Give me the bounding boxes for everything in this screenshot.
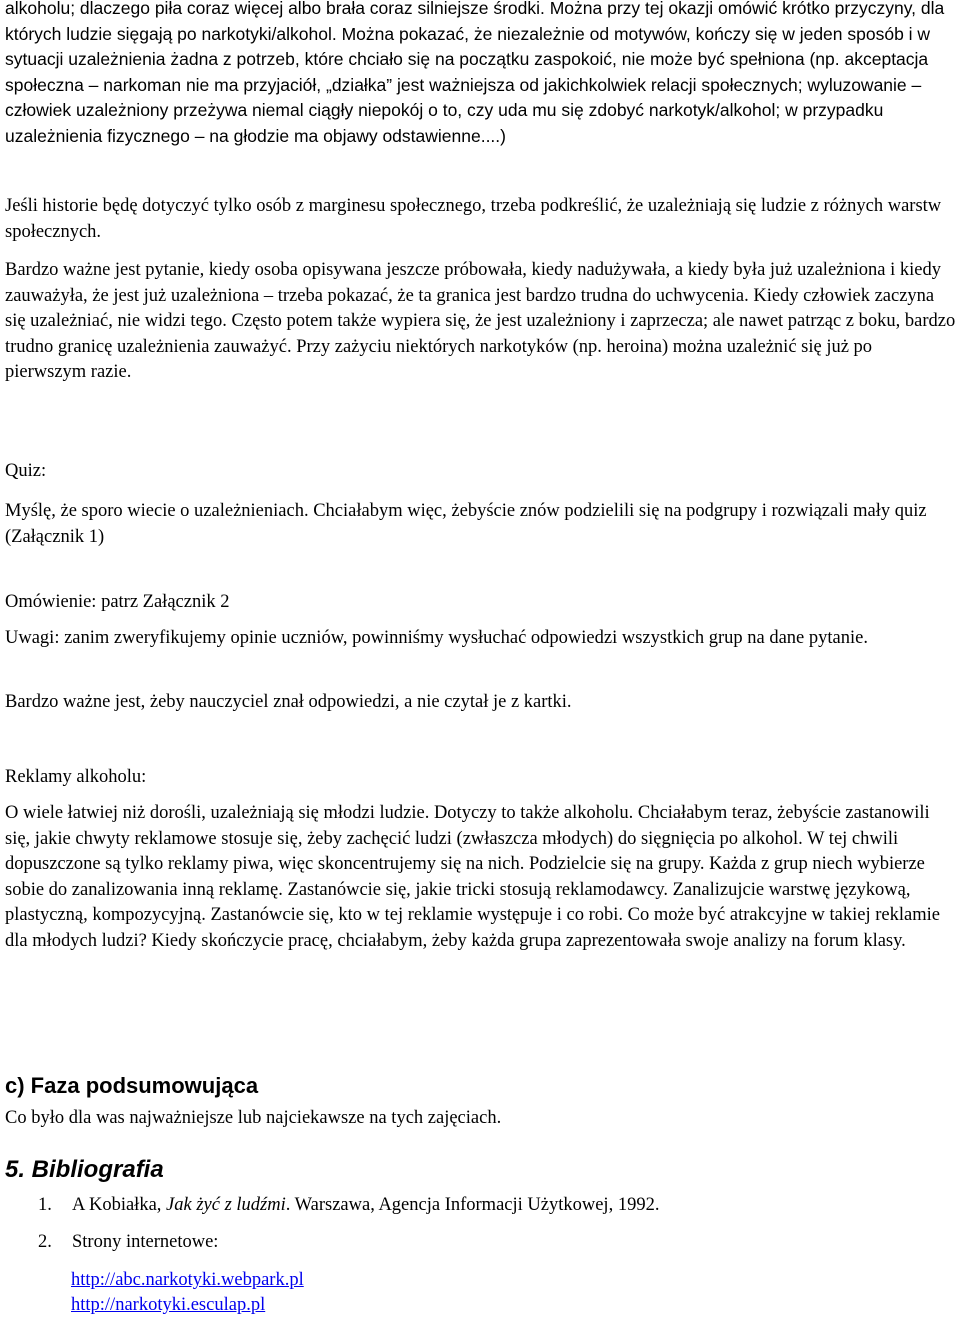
- bibliography-title: Jak żyć z ludźmi: [166, 1195, 286, 1215]
- paragraph-addiction-boundary: Bardzo ważne jest pytanie, kiedy osoba opisywana jeszcze próbowała, kiedy nadużywała, a kiedy była już uzależniona i kiedy zauważyła, że jest już uzależniona – trzeba pokazać, że ta granica jest bardzo trudna do uchwycenia. Kiedy człowiek zaczyna się uzależniać, nie widzi tego. Często potem także wypiera się, że jest uzależniony i zaprzecza; ale nawet patrząc z boku, bardzo trudno granicę uzależnienia zauważyć. Przy zażyciu niektórych narkotyków (np. heroina) można uzależnić się już po pierwszym razie.: [5, 260, 956, 383]
- alcohol-ads-heading: Reklamy alkoholu:: [5, 767, 147, 787]
- quiz-heading: Quiz:: [5, 461, 47, 481]
- bibliography-websites-label: Strony internetowe:: [72, 1232, 219, 1252]
- alcohol-ads-text: O wiele łatwiej niż dorośli, uzależniają się młodzi ludzie. Dotyczy to także alkoholu. Chciałabym teraz, żebyście zastanowili się, jakie chwyty reklamowe stosuje się, żeby zachęcić ludzi (zwłaszcza młodych) do sięgnięcia po alkohol. W tej chwili dopuszczone są tylko reklamy piwa, więc skoncentrujemy się na nich. Podzielcie się na grupy. Każda z grup niech wybierze sobie do zanalizowania inną reklamę. Zastanówcie się, jakie tricki stosują reklamodawcy. Zanalizujcie warstwę językową, plastyczną, kompozycyjną. Zastanówcie się, kto w tej reklamie występuje i co robi. Co może być atrakcyjne w takiej reklamie dla młodych ludzi? Kiedy skończycie pracę, chciałabym, żeby każda grupa zaprezentowała swoje analizy na forum klasy.: [5, 803, 940, 951]
- quiz-text: Myślę, że sporo wiecie o uzależnieniach. Chciałabym więc, żebyście znów podzielili się na podgrupy i rozwiązali mały quiz (Załącznik 1): [5, 501, 927, 547]
- bibliography-item-1: [38, 1193, 659, 1218]
- summary-phase-text: Co było dla was najważniejsze lub najciekawsze na tych zajęciach.: [5, 1108, 502, 1128]
- paragraph-motives: alkoholu; dlaczego piła coraz więcej albo brała coraz silniejsze środki. Można przy tej okazji omówić krótko przyczyny, dla których ludzie sięgają po narkotyki/alkohol. Można pokazać, że niezależnie od motywów, kończy się w jeden sposób i w sytuacji uzależnienia żadna z potrzeb, które chciało się na początku zaspokoić, nie może być spełniona (np. akceptacja społeczna – narkoman nie ma przyjaciół, „działka” jest ważniejsza od jakichkolwiek relacji społecznych; wyluzowanie – człowiek uzależniony przeżywa niemal ciągły niepokój o to, czy uda mu się zdobyć narkotyk/alkohol; w przypadku uzależnienia fizycznego – na głodzie ma objawy odstawienne....): [5, 0, 945, 146]
- remarks-text: Uwagi: zanim zweryfikujemy opinie uczniów, powinniśmy wysłuchać odpowiedzi wszystkich grup na dane pytanie.: [5, 628, 868, 648]
- bibliography-heading: 5. Bibliografia: [5, 1156, 164, 1183]
- teacher-note: Bardzo ważne jest, żeby nauczyciel znał odpowiedzi, a nie czytał je z kartki.: [5, 692, 572, 712]
- bibliography-publisher: . Warszawa, Agencja Informacji Użytkowej, 1992.: [285, 1195, 660, 1215]
- bibliography-item-number: 1.: [38, 1195, 52, 1215]
- bibliography-author: A Kobiałka,: [72, 1195, 167, 1215]
- summary-phase-heading: c) Faza podsumowująca: [5, 1073, 259, 1098]
- link-narkotyki-esculap[interactable]: http://narkotyki.esculap.pl: [71, 1295, 266, 1315]
- link-abc-narkotyki[interactable]: http://abc.narkotyki.webpark.pl: [71, 1270, 304, 1290]
- discussion-note: Omówienie: patrz Załącznik 2: [5, 592, 230, 612]
- paragraph-social-layers: Jeśli historie będę dotyczyć tylko osób z marginesu społecznego, trzeba podkreślić, że uzależniają się ludzie z różnych warstw społecznych.: [5, 196, 942, 242]
- bibliography-item-2: [38, 1230, 218, 1255]
- bibliography-item-number: 2.: [38, 1232, 52, 1252]
